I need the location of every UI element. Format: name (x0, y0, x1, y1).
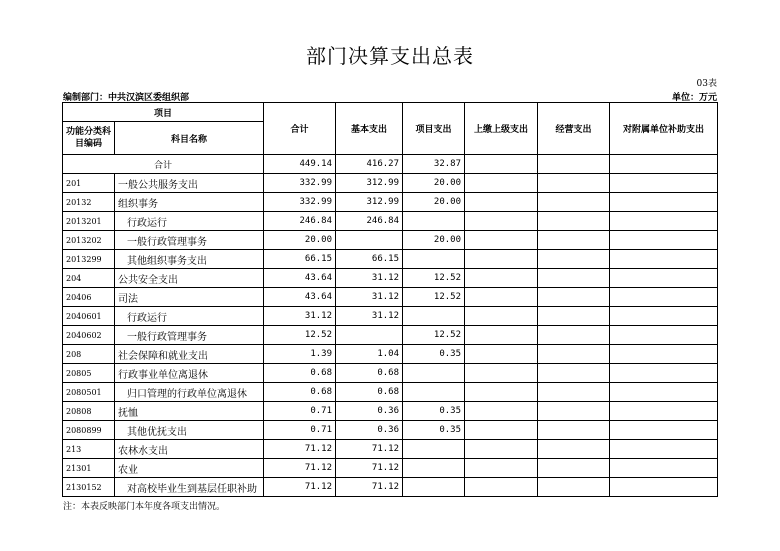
row-upper (465, 383, 538, 402)
row-total: 0.71 (264, 421, 336, 440)
row-subsidy (610, 193, 718, 212)
row-code: 21301 (63, 459, 115, 478)
row-business (538, 212, 610, 231)
header-subsidy: 对附属单位补助支出 (610, 103, 718, 155)
table-row (63, 193, 718, 212)
total-upper (465, 155, 538, 174)
row-business (538, 383, 610, 402)
row-total: 66.15 (264, 250, 336, 269)
row-name: 行政运行 (115, 212, 264, 231)
row-upper (465, 174, 538, 193)
row-project: 20.00 (403, 231, 465, 250)
row-code: 2013201 (63, 212, 115, 231)
row-total: 0.68 (264, 364, 336, 383)
table-row (63, 459, 718, 478)
row-total: 43.64 (264, 288, 336, 307)
row-business (538, 288, 610, 307)
row-basic: 71.12 (336, 459, 403, 478)
row-code: 201 (63, 174, 115, 193)
row-basic: 1.04 (336, 345, 403, 364)
header-business: 经营支出 (538, 103, 610, 155)
row-subsidy (610, 459, 718, 478)
row-total: 12.52 (264, 326, 336, 345)
row-basic: 71.12 (336, 478, 403, 497)
row-name: 社会保障和就业支出 (115, 345, 264, 364)
row-project: 20.00 (403, 174, 465, 193)
row-code: 20805 (63, 364, 115, 383)
row-upper (465, 212, 538, 231)
row-total: 20.00 (264, 231, 336, 250)
row-upper (465, 478, 538, 497)
row-code: 208 (63, 345, 115, 364)
row-business (538, 231, 610, 250)
row-project: 0.35 (403, 421, 465, 440)
row-code: 213 (63, 440, 115, 459)
row-subsidy (610, 478, 718, 497)
row-subsidy (610, 174, 718, 193)
table-row (63, 269, 718, 288)
sheet-number: 03表 (696, 79, 717, 89)
page-title: 部门决算支出总表 (306, 44, 474, 68)
row-total: 246.84 (264, 212, 336, 231)
row-name: 对高校毕业生到基层任职补助 (115, 478, 264, 497)
header-total: 合计 (264, 103, 336, 155)
row-project: 0.35 (403, 345, 465, 364)
header-basic: 基本支出 (336, 103, 403, 155)
expenditure-table (62, 102, 718, 497)
row-business (538, 326, 610, 345)
header-upper: 上缴上级支出 (465, 103, 538, 155)
row-name: 行政事业单位离退休 (115, 364, 264, 383)
row-code: 2080501 (63, 383, 115, 402)
row-code: 2040601 (63, 307, 115, 326)
row-total: 332.99 (264, 193, 336, 212)
row-name: 一般行政管理事务 (115, 326, 264, 345)
row-subsidy (610, 421, 718, 440)
row-upper (465, 231, 538, 250)
row-subsidy (610, 383, 718, 402)
table-row (63, 345, 718, 364)
row-total: 1.39 (264, 345, 336, 364)
row-basic: 0.36 (336, 421, 403, 440)
table-row (63, 231, 718, 250)
row-business (538, 193, 610, 212)
table-row (63, 326, 718, 345)
row-name: 一般公共服务支出 (115, 174, 264, 193)
row-name: 其他优抚支出 (115, 421, 264, 440)
row-subsidy (610, 364, 718, 383)
row-name: 其他组织事务支出 (115, 250, 264, 269)
row-code: 20406 (63, 288, 115, 307)
row-basic: 71.12 (336, 440, 403, 459)
row-business (538, 402, 610, 421)
row-project (403, 250, 465, 269)
header-project-expenditure: 项目支出 (403, 103, 465, 155)
row-subsidy (610, 345, 718, 364)
row-basic: 66.15 (336, 250, 403, 269)
total-basic: 416.27 (336, 155, 403, 174)
row-upper (465, 345, 538, 364)
row-project (403, 478, 465, 497)
row-code: 2080899 (63, 421, 115, 440)
total-row (63, 155, 718, 174)
row-subsidy (610, 440, 718, 459)
row-subsidy (610, 212, 718, 231)
row-basic: 31.12 (336, 288, 403, 307)
table-row (63, 421, 718, 440)
row-total: 31.12 (264, 307, 336, 326)
table-row (63, 174, 718, 193)
row-code: 2040602 (63, 326, 115, 345)
table-row (63, 364, 718, 383)
table-row (63, 440, 718, 459)
row-project (403, 459, 465, 478)
total-business (538, 155, 610, 174)
row-basic (336, 231, 403, 250)
row-project: 12.52 (403, 288, 465, 307)
row-business (538, 345, 610, 364)
row-name: 公共安全支出 (115, 269, 264, 288)
row-code: 20132 (63, 193, 115, 212)
header-name: 科目名称 (115, 122, 264, 155)
table-row (63, 402, 718, 421)
department-label: 编制部门：中共汉滨区委组织部 (63, 93, 190, 103)
row-code: 2013202 (63, 231, 115, 250)
row-total: 71.12 (264, 440, 336, 459)
table-row (63, 307, 718, 326)
row-project (403, 364, 465, 383)
total-total: 449.14 (264, 155, 336, 174)
row-business (538, 364, 610, 383)
row-total: 71.12 (264, 478, 336, 497)
row-subsidy (610, 326, 718, 345)
row-basic: 0.68 (336, 383, 403, 402)
row-project: 12.52 (403, 326, 465, 345)
row-project (403, 212, 465, 231)
row-basic: 0.68 (336, 364, 403, 383)
footnote: 注：本表反映部门本年度各项支出情况。 (63, 502, 226, 512)
total-label: 合计 (63, 155, 264, 174)
row-project: 20.00 (403, 193, 465, 212)
row-subsidy (610, 288, 718, 307)
row-project (403, 307, 465, 326)
row-basic: 0.36 (336, 402, 403, 421)
row-code: 20808 (63, 402, 115, 421)
row-upper (465, 288, 538, 307)
row-code: 204 (63, 269, 115, 288)
row-basic: 312.99 (336, 174, 403, 193)
row-business (538, 269, 610, 288)
row-name: 归口管理的行政单位离退休 (115, 383, 264, 402)
row-project (403, 440, 465, 459)
row-project (403, 383, 465, 402)
row-code: 2013299 (63, 250, 115, 269)
total-subsidy (610, 155, 718, 174)
row-upper (465, 421, 538, 440)
row-subsidy (610, 269, 718, 288)
unit-label: 单位：万元 (671, 93, 717, 103)
row-basic: 312.99 (336, 193, 403, 212)
table-row (63, 250, 718, 269)
row-name: 组织事务 (115, 193, 264, 212)
row-name: 行政运行 (115, 307, 264, 326)
total-project: 32.87 (403, 155, 465, 174)
table-row (63, 478, 718, 497)
row-subsidy (610, 250, 718, 269)
row-upper (465, 364, 538, 383)
row-name: 抚恤 (115, 402, 264, 421)
row-project: 12.52 (403, 269, 465, 288)
row-upper (465, 440, 538, 459)
row-upper (465, 193, 538, 212)
row-upper (465, 269, 538, 288)
table-row (63, 383, 718, 402)
row-total: 0.71 (264, 402, 336, 421)
row-business (538, 250, 610, 269)
row-total: 43.64 (264, 269, 336, 288)
row-subsidy (610, 307, 718, 326)
row-name: 司法 (115, 288, 264, 307)
row-upper (465, 402, 538, 421)
row-basic: 31.12 (336, 269, 403, 288)
row-business (538, 307, 610, 326)
row-total: 332.99 (264, 174, 336, 193)
table-row (63, 212, 718, 231)
row-upper (465, 307, 538, 326)
table-row (63, 288, 718, 307)
row-name: 农林水支出 (115, 440, 264, 459)
row-project: 0.35 (403, 402, 465, 421)
row-subsidy (610, 402, 718, 421)
row-total: 0.68 (264, 383, 336, 402)
row-upper (465, 459, 538, 478)
row-name: 农业 (115, 459, 264, 478)
header-code: 功能分类科目编码 (63, 122, 115, 155)
row-business (538, 421, 610, 440)
row-total: 71.12 (264, 459, 336, 478)
row-business (538, 459, 610, 478)
row-business (538, 440, 610, 459)
row-business (538, 174, 610, 193)
header-project: 项目 (63, 103, 264, 122)
row-business (538, 478, 610, 497)
row-upper (465, 250, 538, 269)
row-name: 一般行政管理事务 (115, 231, 264, 250)
row-subsidy (610, 231, 718, 250)
row-code: 2130152 (63, 478, 115, 497)
row-upper (465, 326, 538, 345)
row-basic: 246.84 (336, 212, 403, 231)
row-basic (336, 326, 403, 345)
row-basic: 31.12 (336, 307, 403, 326)
